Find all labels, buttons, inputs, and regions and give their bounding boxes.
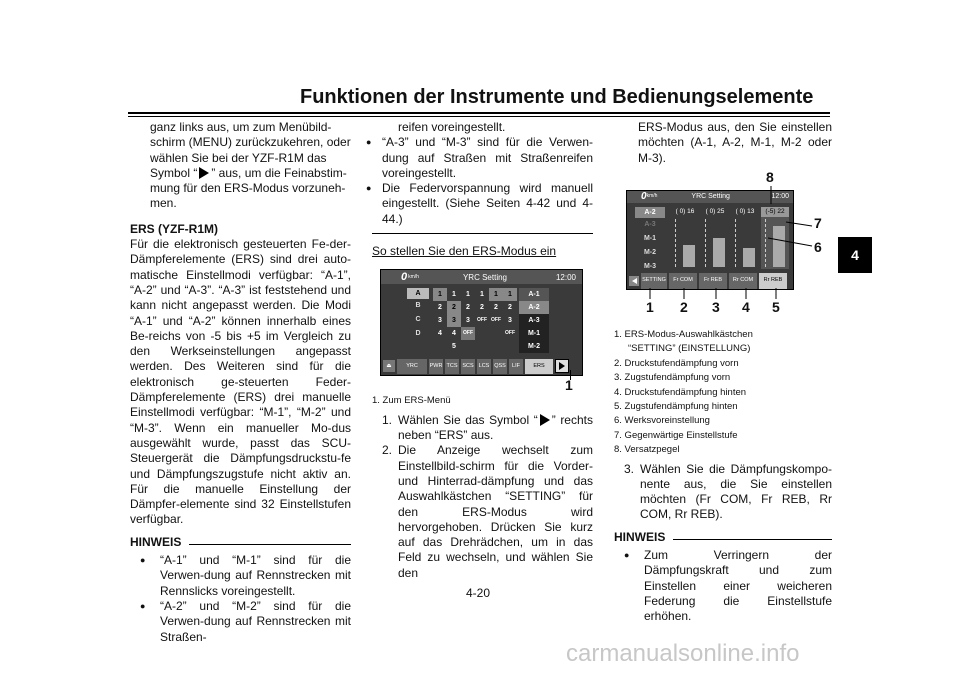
lead-paragraph — [130, 120, 351, 212]
caption-item: 7. Gegenwärtige Einstellstufe — [614, 429, 738, 441]
steps-list — [614, 462, 832, 523]
column-3 — [614, 120, 832, 625]
setting-column — [489, 288, 503, 327]
bottom-tab[interactable]: SCS — [461, 359, 475, 374]
continued-text: ERS-Modus aus, den Sie einstellen möchten (A-1, A-2, M-1, M-2 oder M-3). — [638, 120, 832, 165]
caption-item: 1. ERS-Modus-Auswahlkästchen — [614, 328, 753, 340]
list-item: ● “A-3” und “M-3” sind für die Verwen-dung auf Straßen mit Straßenreifen voreingestellt. — [356, 135, 593, 181]
hinweis-heading — [130, 535, 351, 550]
chapter-tab: 4 — [838, 237, 872, 273]
step-text: Wählen Sie das Symbol “ — [398, 412, 538, 427]
ers-mode-item[interactable]: A-2 — [519, 301, 549, 314]
arrow-right-icon — [199, 167, 209, 179]
setting-cell: 3 — [438, 317, 442, 325]
hinweis-rule — [673, 539, 832, 540]
ers-mode-item[interactable]: A-3 — [528, 317, 540, 325]
continued-text: reifen voreingestellt. — [398, 120, 506, 134]
callout-number: 1 — [565, 377, 573, 394]
step-text: Wählen Sie die Dämpfungskompo-nente aus, die Sie einstellen möchten (Fr COM, Fr REB, Rr COM, Rr REB). — [640, 461, 832, 522]
caption-item: 8. Versatzpegel — [614, 444, 680, 456]
ers-menu-screen — [380, 269, 583, 376]
step-item — [372, 413, 593, 444]
step-number: 1. — [382, 412, 393, 427]
divider — [372, 233, 593, 234]
page-number: 4-20 — [466, 586, 491, 600]
list-item: ● Zum Verringern der Dämpfungskraft und zum Einstellen einer weicheren Federung die Einstellstufe erhöhen. — [614, 548, 832, 624]
ers-mode-item[interactable]: A-2 — [635, 207, 665, 218]
setting-cell: 2 — [447, 301, 461, 314]
caption-item: 2. Druckstufendämpfung vorn — [614, 357, 739, 369]
setting-cell: 2 — [438, 304, 442, 312]
screen-bottom-bar — [629, 275, 791, 287]
bottom-tab[interactable]: Fr COM — [669, 273, 697, 288]
ers-mode-item[interactable]: M-3 — [643, 262, 657, 270]
setting-column — [475, 288, 489, 327]
damping-track — [675, 219, 677, 267]
figure-captions — [614, 328, 832, 458]
lead-line: schirm (MENU) zurückzukehren, oder — [150, 135, 351, 150]
bottom-tab[interactable]: QSS — [493, 359, 507, 374]
damping-track — [765, 219, 767, 267]
bottom-tab[interactable]: LCS — [477, 359, 491, 374]
list-item: ● “A-2” und “M-2” sind für die Verwen-dung auf Rennstrecken mit Straßen- — [130, 599, 351, 645]
damping-value: ( 0) 25 — [705, 207, 725, 215]
screen-top-bar — [627, 191, 793, 203]
ers-mode-item[interactable]: M-1 — [527, 330, 541, 338]
callout-number: 4 — [742, 298, 750, 315]
damping-value: ( 0) 13 — [735, 207, 755, 215]
setting-cell: 4 — [438, 330, 442, 338]
damping-column — [761, 207, 789, 269]
setting-cell: OFF — [477, 317, 487, 324]
step-text: Die Anzeige wechselt zum Einstellbild-schirm für die Vorder- und Hinterrad-dämpfung und das Auswahlkästchen “SETTING” für den ERS-Modus wird hervorgehoben. Drücken Sie kurz auf das Drehrädchen, um in das Feld zu wechseln, und wählen Sie den — [398, 443, 593, 580]
bottom-tab[interactable]: Rr COM — [729, 273, 757, 288]
bottom-tab[interactable]: ERS — [525, 359, 553, 374]
setting-cell: 1 — [480, 291, 484, 299]
hinweis-heading — [614, 530, 832, 545]
damping-bar — [713, 238, 725, 267]
bottom-tab[interactable]: TCS — [445, 359, 459, 374]
ers-mode-item[interactable]: A-1 — [519, 288, 549, 301]
damping-column — [731, 207, 759, 269]
hinweis-rule — [189, 544, 351, 545]
step-number: 2. — [382, 443, 393, 458]
caption-item: 4. Druckstufendämpfung hinten — [614, 386, 747, 398]
ers-mode-item[interactable]: M-2 — [527, 343, 541, 351]
hinweis-label: HINWEIS — [614, 529, 666, 544]
damping-track — [735, 219, 737, 267]
mode-list — [635, 207, 665, 274]
eject-icon[interactable]: ⏏ — [383, 360, 395, 372]
figure-caption: 1. Zum ERS-Menü — [372, 395, 451, 407]
lead-text: Symbol “ — [150, 165, 198, 180]
step-text: ” rechts neben “ERS” aus. — [398, 412, 593, 443]
ers-setting-screen — [626, 190, 794, 290]
mode-cell: B — [415, 302, 421, 310]
damping-value: (-5) 22 — [761, 207, 789, 217]
speed-readout: 0 — [401, 270, 408, 283]
caption-item: 3. Zugstufendämpfung vorn — [614, 372, 731, 384]
arrow-right-icon — [540, 414, 550, 426]
column-1 — [130, 120, 351, 645]
step-item — [372, 443, 593, 581]
lead-line-symbol — [150, 166, 351, 181]
subsection-title: So stellen Sie den ERS-Modus ein — [372, 244, 557, 259]
list-item: ● Die Federvorspannung wird manuell eingestellt. (Siehe Seiten 4-42 und 4-44.) — [356, 181, 593, 227]
arrow-right-icon — [559, 362, 565, 370]
setting-cell: 2 — [508, 304, 512, 312]
step-number: 3. — [624, 461, 635, 476]
speed-unit: km/h — [646, 193, 658, 200]
ers-setting-figure — [614, 168, 832, 328]
setting-column — [503, 288, 517, 340]
setting-cell: OFF — [491, 317, 501, 324]
speed-unit: km/h — [408, 273, 419, 280]
header-rule-thin — [128, 116, 830, 117]
damping-bar — [743, 248, 755, 267]
column-2 — [372, 120, 593, 581]
ers-mode-item[interactable]: A-3 — [644, 220, 656, 228]
step-item — [614, 462, 832, 523]
bottom-tab[interactable]: PWR — [429, 359, 443, 374]
speed-readout: 0 — [641, 191, 647, 203]
setting-cell: 3 — [447, 314, 461, 327]
screen-bottom-bar — [383, 359, 580, 373]
caption-item: 6. Werksvoreinstellung — [614, 415, 710, 427]
damping-column — [671, 207, 699, 269]
hinweis-list — [130, 553, 351, 645]
callout-number: 6 — [814, 238, 822, 255]
hinweis-list — [614, 548, 832, 624]
watermark: carmanualsonline.info — [566, 640, 800, 667]
setting-cell: 2 — [494, 304, 498, 312]
setting-cell: 5 — [452, 343, 456, 351]
setting-cell: 1 — [466, 291, 470, 299]
callout-1 — [372, 376, 593, 394]
damping-column — [701, 207, 729, 269]
setting-cell: 1 — [503, 288, 517, 301]
lead-line: wählen Sie bei der YZF-R1M das — [150, 150, 327, 165]
callout-number: 5 — [772, 298, 780, 315]
mode-grid — [407, 288, 577, 354]
clock-readout: 12:00 — [555, 272, 576, 282]
callout-number: 3 — [712, 298, 720, 315]
setting-cell: 1 — [433, 288, 447, 301]
page-title: Funktionen der Instrumente und Bedienungselemente — [300, 86, 814, 108]
damping-track — [705, 219, 707, 267]
callout-number: 1 — [646, 298, 654, 315]
callout-number: 7 — [814, 214, 822, 231]
steps-list — [372, 413, 593, 581]
hinweis-label: HINWEIS — [130, 534, 182, 549]
bottom-tab[interactable]: LIF — [509, 359, 523, 374]
header-rule — [128, 112, 830, 114]
setting-cell: OFF — [505, 330, 515, 337]
mode-cell: C — [415, 316, 421, 324]
bottom-tab[interactable]: Rr REB — [759, 273, 787, 288]
setting-cell: 2 — [480, 304, 484, 312]
lead-line: mung für den ERS-Modus vorzuneh- — [150, 181, 346, 196]
bottom-tab[interactable]: YRC — [397, 359, 427, 374]
lead-line: men. — [150, 196, 177, 211]
back-arrow-button[interactable] — [629, 276, 639, 286]
clock-readout: 12:00 — [771, 193, 789, 201]
mode-cell: A — [407, 288, 429, 299]
section-heading: ERS (YZF-R1M) — [130, 221, 218, 236]
screen-top-bar — [381, 270, 582, 284]
bullet-list — [356, 135, 593, 227]
damping-bar — [683, 245, 695, 267]
screen-title: YRC Setting — [691, 193, 730, 201]
screen-title: YRC Setting — [462, 272, 507, 282]
bottom-tab[interactable]: Fr REB — [699, 273, 727, 288]
lead-text: ” aus, um die Feinabstim- — [211, 165, 347, 180]
mode-cell: D — [415, 330, 421, 338]
callout-number: 2 — [680, 298, 688, 315]
caption-item: “SETTING” (EINSTELLUNG) — [628, 343, 751, 355]
ers-mode-item[interactable]: M-1 — [643, 234, 657, 242]
setting-cell: 1 — [489, 288, 503, 301]
bottom-tab[interactable]: SETTING — [641, 273, 667, 288]
list-item: ● “A-1” und “M-1” sind für die Verwen-dung auf Rennstrecken mit Rennslicks voreingestellt. — [130, 553, 351, 599]
damping-value: ( 0) 16 — [675, 207, 695, 215]
caption-item: 5. Zugstufendämpfung hinten — [614, 400, 738, 412]
setting-cell: OFF — [461, 327, 475, 340]
callout-number: 8 — [766, 168, 774, 185]
setting-cell: 1 — [452, 291, 456, 299]
setting-cell: 3 — [466, 317, 470, 325]
setting-cell: 2 — [466, 304, 470, 312]
setting-column — [433, 288, 447, 340]
setting-column — [461, 288, 475, 340]
ers-mode-item[interactable]: M-2 — [643, 248, 657, 256]
body-paragraph: Für die elektronisch gesteuerten Fe-der-Dämpferelemente (ERS) sind drei auto-matische Einstellmodi verfügbar: “A-1”, “A-2” und “A-3”. “A-3” ist feststehend und kann nicht angepasst werden. Die Modi “A-1” und “A-2” können innerhalb eines Be-reichs von -5 bis +5 im Vergleich zu den Werkseinstellungen angepasst werden. Des Weiteren sind für die elektronisch ge-steuerten Feder-Dämpferelemente (ERS) drei manuelle Einstellmodi verfügbar: “M-1”, “M-2” und “M-3”. Wenn ein manueller Mo-dus ausgewählt wurde, passt das SCU-Steuergerät die Dämpfungsdruckstu-fe und Dämpfungszugstufe nicht aktiv an. Für die manuelle Einstellung der Dämpfer-elemente sind 32 Einstellstufen verfügbar. — [130, 237, 351, 527]
setting-cell: 4 — [452, 330, 456, 338]
arrow-left-icon — [632, 278, 637, 284]
damping-bar — [773, 226, 785, 267]
ers-arrow-button[interactable] — [555, 359, 569, 373]
setting-cell: 3 — [508, 317, 512, 325]
setting-column — [447, 288, 461, 353]
lead-line: ganz links aus, um zum Menübild- — [150, 120, 332, 134]
